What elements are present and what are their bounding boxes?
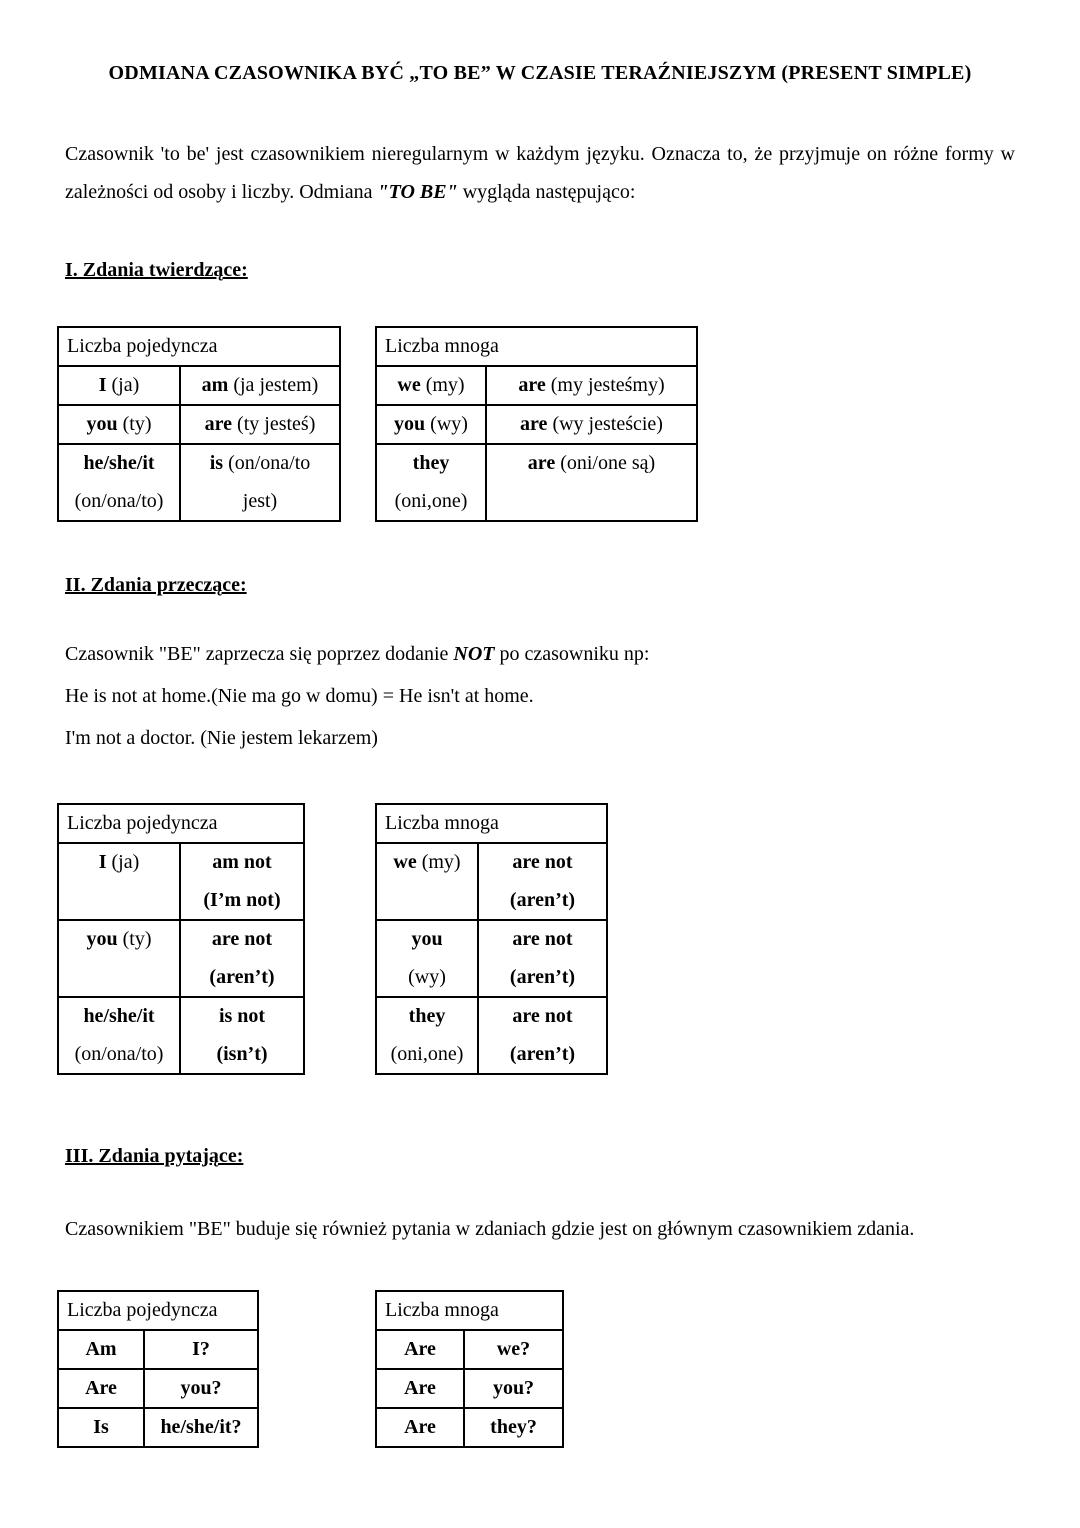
question-singular-table	[57, 1290, 259, 1448]
table-header: Liczba mnoga	[376, 327, 697, 366]
verb-cell	[58, 1408, 144, 1447]
pronoun-cell	[376, 997, 478, 1074]
verb-form: is not	[218, 1005, 266, 1027]
verb-cell	[180, 997, 304, 1074]
pronoun: you?	[492, 1377, 535, 1399]
pronoun-gloss: (oni,one)	[394, 490, 468, 512]
verb-form: Are	[85, 1377, 117, 1399]
pronoun-cell	[376, 843, 478, 920]
verb-gloss: (oni/one są)	[555, 452, 656, 474]
table-header-row	[376, 1291, 563, 1330]
intro-text-before: Czasownik 'to be' jest czasownikiem nieregularnym w każdym języku. Oznacza to, że przyjmuje on różne formy w zależności od osoby i liczby. Odmiana	[65, 143, 1015, 203]
negative-singular-table	[57, 803, 305, 1075]
verb-cell	[376, 1369, 464, 1408]
pronoun-cell	[376, 405, 486, 444]
pronoun-gloss: (wy)	[408, 966, 446, 988]
verb-contraction: (aren’t)	[209, 966, 275, 988]
pronoun: they?	[490, 1416, 537, 1438]
verb-cell	[478, 997, 607, 1074]
verb-gloss: (ja jestem)	[228, 374, 319, 396]
verb-cell	[180, 366, 340, 405]
pronoun: they	[408, 1005, 446, 1027]
table-header: Liczba mnoga	[376, 1291, 563, 1330]
affirmative-plural-table	[375, 326, 698, 522]
pronoun: you	[86, 928, 118, 950]
pronoun-gloss: (ty)	[117, 413, 152, 435]
table-row	[58, 997, 304, 1074]
pronoun-cell	[376, 366, 486, 405]
to-be-emphasis: "TO BE"	[377, 181, 458, 203]
question-plural-table	[375, 1290, 564, 1448]
pronoun-cell	[376, 444, 486, 521]
verb-form: Are	[404, 1416, 436, 1438]
table-row	[58, 1408, 258, 1447]
verb-cell	[180, 920, 304, 997]
negative-text: Czasownik "BE" zaprzecza się poprzez dodanie	[65, 643, 454, 665]
table-row	[376, 444, 697, 521]
table-row	[376, 1369, 563, 1408]
pronoun-cell	[464, 1408, 563, 1447]
affirmative-tables	[57, 326, 1015, 522]
verb-contraction: (aren’t)	[509, 1043, 576, 1065]
negative-line-2: He is not at home.(Nie ma go w domu) = He isn't at home.	[65, 685, 534, 707]
negative-paragraph	[65, 633, 1015, 759]
section-questions-heading: III. Zdania pytające:	[65, 1145, 244, 1167]
table-row	[376, 1330, 563, 1369]
pronoun-gloss: (ty)	[117, 928, 152, 950]
affirmative-singular-column	[57, 326, 375, 522]
pronoun: you	[86, 413, 118, 435]
pronoun-cell	[58, 843, 180, 920]
table-row	[58, 1369, 258, 1408]
verb-contraction: (I’m not)	[203, 889, 281, 911]
pronoun: we	[393, 851, 417, 873]
pronoun: I?	[192, 1338, 210, 1360]
verb-form: Are	[404, 1377, 436, 1399]
pronoun-gloss: (oni,one)	[390, 1043, 464, 1065]
verb-form: am not	[212, 851, 272, 873]
pronoun-gloss: (my)	[416, 851, 461, 873]
table-header: Liczba pojedyncza	[58, 327, 340, 366]
verb-line	[187, 448, 333, 479]
table-header-row	[376, 804, 607, 843]
section-negative-heading: II. Zdania przeczące:	[65, 574, 247, 596]
pronoun-cell	[58, 997, 180, 1074]
verb-cell	[376, 1408, 464, 1447]
pronoun: he/she/it	[83, 452, 155, 474]
section-affirmative-heading: I. Zdania twierdzące:	[65, 259, 248, 281]
pronoun-cell	[58, 405, 180, 444]
table-header-row	[376, 327, 697, 366]
pronoun-gloss: (on/ona/to)	[74, 1043, 164, 1065]
verb-cell	[180, 405, 340, 444]
table-row	[58, 444, 340, 521]
verb-gloss: (wy jesteście)	[547, 413, 663, 435]
pronoun: you	[394, 413, 426, 435]
pronoun-cell	[464, 1330, 563, 1369]
verb-cell	[486, 405, 697, 444]
pronoun: they	[412, 452, 450, 474]
table-row	[58, 366, 340, 405]
negative-tables	[57, 803, 1015, 1075]
pronoun-gloss: (on/ona/to)	[74, 490, 164, 512]
verb-form: are	[204, 413, 233, 435]
table-row	[376, 843, 607, 920]
table-row	[376, 920, 607, 997]
table-row	[58, 1330, 258, 1369]
verb-form: are	[518, 374, 546, 396]
pronoun: I	[98, 374, 107, 396]
affirmative-singular-table	[57, 326, 341, 522]
pronoun-gloss: (ja)	[106, 851, 140, 873]
intro-paragraph	[65, 135, 1015, 211]
not-emphasis: NOT	[453, 643, 495, 665]
pronoun-gloss: (my)	[420, 374, 465, 396]
verb-cell	[486, 366, 697, 405]
pronoun-gloss: (wy)	[425, 413, 468, 435]
verb-cell	[180, 843, 304, 920]
doc-title: ODMIANA CZASOWNIKA BYĆ „TO BE” W CZASIE TERAŹNIEJSZYM (PRESENT SIMPLE)	[108, 62, 972, 84]
table-row	[376, 366, 697, 405]
verb-cell	[486, 444, 697, 521]
table-header-row	[58, 804, 304, 843]
question-tables	[57, 1290, 1015, 1448]
pronoun: I	[98, 851, 107, 873]
verb-contraction: (aren’t)	[509, 966, 576, 988]
verb-gloss-cont: jest)	[242, 490, 278, 512]
verb-form: are	[527, 452, 556, 474]
negative-line-3: I'm not a doctor. (Nie jestem lekarzem)	[65, 727, 378, 749]
verb-form: am	[201, 374, 229, 396]
intro-text-after: wygląda następująco:	[457, 181, 636, 203]
table-row	[58, 405, 340, 444]
verb-gloss: (ty jesteś)	[232, 413, 316, 435]
verb-form: Is	[93, 1416, 109, 1438]
pronoun: we	[397, 374, 421, 396]
verb-cell	[180, 444, 340, 521]
verb-cell	[58, 1369, 144, 1408]
verb-cell	[478, 920, 607, 997]
pronoun: you	[411, 928, 443, 950]
verb-form: Am	[85, 1338, 117, 1360]
verb-form: are not	[211, 928, 273, 950]
pronoun-cell	[144, 1330, 258, 1369]
negative-plural-table	[375, 803, 608, 1075]
verb-cell	[478, 843, 607, 920]
pronoun: he/she/it	[83, 1005, 155, 1027]
negative-line-1	[65, 633, 1015, 675]
pronoun-cell	[376, 920, 478, 997]
verb-form: are not	[512, 928, 573, 950]
pronoun-cell	[144, 1369, 258, 1408]
negative-singular-column	[57, 803, 375, 1075]
pronoun-cell	[464, 1369, 563, 1408]
table-header-row	[58, 1291, 258, 1330]
table-row	[58, 843, 304, 920]
verb-gloss: (my jesteśmy)	[545, 374, 665, 396]
verb-gloss: (on/ona/to	[223, 452, 311, 474]
verb-form: are	[520, 413, 548, 435]
table-header: Liczba pojedyncza	[58, 804, 304, 843]
pronoun-cell	[58, 444, 180, 521]
verb-form: are not	[512, 851, 573, 873]
pronoun-cell	[58, 920, 180, 997]
pronoun-gloss: (ja)	[106, 374, 140, 396]
verb-form: is	[209, 452, 224, 474]
table-header-row	[58, 327, 340, 366]
pronoun-cell	[144, 1408, 258, 1447]
table-header: Liczba mnoga	[376, 804, 607, 843]
verb-cell	[376, 1330, 464, 1369]
verb-contraction: (aren’t)	[509, 889, 576, 911]
pronoun: he/she/it?	[160, 1416, 242, 1438]
verb-cell	[58, 1330, 144, 1369]
pronoun-cell	[58, 366, 180, 405]
table-row	[58, 920, 304, 997]
table-row	[376, 1408, 563, 1447]
pronoun: you?	[180, 1377, 222, 1399]
question-singular-column	[57, 1290, 375, 1448]
verb-form: are not	[512, 1005, 573, 1027]
verb-contraction: (isn’t)	[216, 1043, 268, 1065]
pronoun: we?	[496, 1338, 531, 1360]
table-header: Liczba pojedyncza	[58, 1291, 258, 1330]
table-row	[376, 997, 607, 1074]
questions-paragraph: Czasownikiem "BE" buduje się również pytania w zdaniach gdzie jest on głównym czasownikiem zdania.	[65, 1218, 915, 1240]
table-row	[376, 405, 697, 444]
verb-form: Are	[404, 1338, 436, 1360]
negative-text: po czasowniku np:	[494, 643, 650, 665]
